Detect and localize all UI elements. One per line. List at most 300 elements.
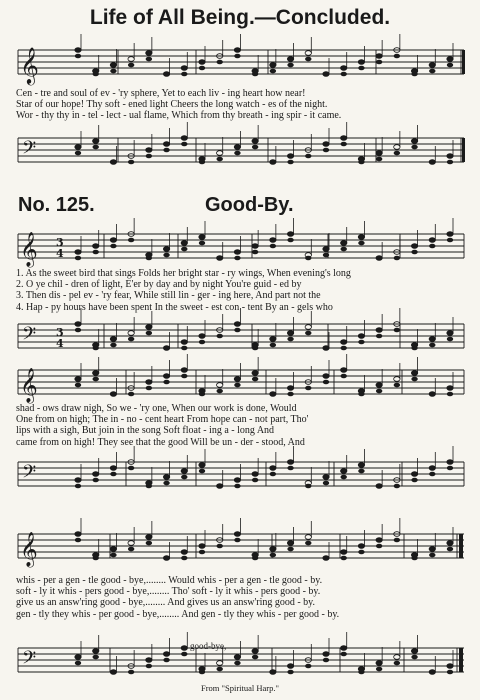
notehead [394,377,400,382]
notehead [341,652,347,657]
lyric-line: Cen - tre and soul of ev - 'ry sphere, Yet to each liv - ing heart how near! [16,88,306,99]
notehead [234,151,240,156]
notehead [323,142,329,147]
notehead [199,334,205,339]
notehead [128,466,134,471]
notehead [447,238,453,243]
notehead [323,652,329,657]
lyric-line: whis - per a gen - tle good - bye,........ Would whis - per a gen - tle good - by. [16,575,323,586]
notehead [341,469,347,474]
notehead [358,66,364,71]
notehead [305,484,311,489]
notehead [429,63,435,68]
notehead [305,57,311,62]
notehead [93,655,99,660]
lyric-line: soft - ly it whis - pers good - bye,........ Tho' soft - ly it whis - pers good - by. [16,586,321,598]
notehead [181,646,187,651]
page-title: Life of All Being.—Concluded. [89,6,391,29]
notehead [234,328,240,333]
notehead [411,139,417,144]
notehead [217,157,223,162]
notehead [447,664,453,669]
notehead [181,340,187,345]
notehead [234,484,240,489]
notehead [411,250,417,255]
notehead [234,145,240,150]
notehead [234,250,240,255]
notehead [234,377,240,382]
notehead [75,538,81,543]
notehead [394,328,400,333]
notehead [341,142,347,147]
notehead [447,337,453,342]
notehead [128,392,134,397]
notehead [128,238,134,243]
notehead [287,466,293,471]
notehead [93,72,99,77]
notehead [163,380,169,385]
notehead [394,661,400,666]
notehead [376,54,382,59]
notehead [429,553,435,558]
notehead [234,383,240,388]
notehead [110,63,116,68]
notehead [429,238,435,243]
notehead [341,550,347,555]
notehead [234,322,240,327]
notehead [447,386,453,391]
notehead [270,63,276,68]
notehead [75,377,81,382]
notehead [199,60,205,65]
notehead [75,655,81,660]
notehead [252,139,258,144]
notehead [163,142,169,147]
notehead [163,475,169,480]
notehead [270,69,276,74]
notehead [358,241,364,246]
notehead [146,535,152,540]
svg-text:𝄞: 𝄞 [20,232,38,267]
notehead [234,48,240,53]
notehead [163,346,169,351]
notehead [110,160,116,165]
notehead [447,547,453,552]
lyric-line: 2. O ye chil - dren of light, E'er by day and by night You're guid - ed by [16,279,302,291]
notehead [146,658,152,663]
notehead [252,346,258,351]
notehead [252,145,258,150]
notehead [110,238,116,243]
notehead [358,340,364,345]
notehead [376,383,382,388]
lyric-line: Wor - thy thy in - tel - lect - ual flame, Which from thy breath - ing spir - it came. [16,110,342,122]
notehead [181,247,187,252]
notehead [447,57,453,62]
notehead [429,337,435,342]
notehead [323,556,329,561]
notehead [394,256,400,261]
notehead [75,383,81,388]
notehead [163,556,169,561]
notehead [93,371,99,376]
lyric-line: One from on high; The in - no - cent heart From hope can - not part, Tho' [16,414,309,426]
notehead [447,160,453,165]
notehead [429,69,435,74]
notehead [411,649,417,654]
notehead [270,472,276,477]
notehead [163,148,169,153]
svg-text:4: 4 [56,337,64,350]
notehead [305,664,311,669]
notehead [234,256,240,261]
notehead [270,670,276,675]
notehead [181,66,187,71]
notehead [429,670,435,675]
notehead [75,145,81,150]
notehead [181,556,187,561]
notehead [287,154,293,159]
notehead [146,154,152,159]
notehead [376,484,382,489]
notehead [287,460,293,465]
notehead [128,670,134,675]
notehead [305,51,311,56]
staff-treble-3 [0,526,480,576]
notehead [376,667,382,672]
notehead [128,160,134,165]
notehead [217,60,223,65]
notehead [341,646,347,651]
notehead [199,463,205,468]
notehead [199,235,205,240]
hymn-number: No. 125. [18,194,95,216]
notehead [394,484,400,489]
notehead [110,670,116,675]
notehead [93,139,99,144]
top-lyrics [16,88,464,122]
notehead [146,51,152,56]
notehead [110,553,116,558]
notehead [146,484,152,489]
notehead [323,481,329,486]
notehead [358,60,364,65]
notehead [217,661,223,666]
notehead [411,371,417,376]
lyric-line: shad - ows draw nigh, So we - 'ry one, When our work is done, Would [16,403,297,414]
notehead [287,541,293,546]
notehead [93,250,99,255]
notehead [270,553,276,558]
notehead [447,460,453,465]
notehead [146,331,152,336]
notehead [447,392,453,397]
staff-bass-top [0,124,480,174]
notehead [181,475,187,480]
notehead [146,386,152,391]
notehead [376,389,382,394]
notehead [93,478,99,483]
notehead [287,63,293,68]
notehead [287,386,293,391]
notehead [217,484,223,489]
notehead [358,469,364,474]
notehead [270,337,276,342]
notehead [305,331,311,336]
notehead [234,661,240,666]
notehead [323,253,329,258]
notehead [181,368,187,373]
notehead [323,475,329,480]
notehead [234,54,240,59]
notehead [199,66,205,71]
notehead [181,346,187,351]
notehead [110,244,116,249]
notehead [93,472,99,477]
notehead [252,244,258,249]
notehead [447,541,453,546]
notehead [394,538,400,543]
notehead [323,380,329,385]
notehead [199,340,205,345]
notehead [394,151,400,156]
notehead [93,377,99,382]
notehead [411,72,417,77]
notehead [411,478,417,483]
notehead [199,241,205,246]
notehead [287,238,293,243]
notehead [341,66,347,71]
notehead [358,463,364,468]
notehead [199,392,205,397]
lyric-line: 1. As the sweet bird that sings Folds her bright star - ry wings, When evening's long [16,268,351,279]
notehead [128,331,134,336]
notehead [163,247,169,252]
notehead [110,547,116,552]
notehead [341,136,347,141]
notehead [376,334,382,339]
notehead [252,655,258,660]
notehead [270,238,276,243]
staff-bass-1 [0,316,480,366]
notehead [341,247,347,252]
notehead [447,232,453,237]
svg-text:𝄢: 𝄢 [22,462,37,487]
svg-text:𝄞: 𝄞 [20,46,39,84]
notehead [110,69,116,74]
notehead [146,380,152,385]
notehead [128,63,134,68]
notehead [394,54,400,59]
notehead [181,241,187,246]
notehead [270,547,276,552]
notehead [252,72,258,77]
notehead [376,661,382,666]
notehead [75,151,81,156]
notehead [93,649,99,654]
notehead [93,244,99,249]
notehead [411,556,417,561]
notehead [128,337,134,342]
notehead [146,256,152,261]
notehead [163,658,169,663]
svg-text:𝄢: 𝄢 [22,648,37,673]
notehead [163,652,169,657]
notehead [234,655,240,660]
notehead [323,72,329,77]
notehead [358,392,364,397]
notehead [75,48,81,53]
notehead [199,544,205,549]
svg-text:3: 3 [56,326,64,339]
notehead [429,343,435,348]
notehead [270,466,276,471]
notehead [75,54,81,59]
notehead [75,322,81,327]
notehead [411,377,417,382]
notehead [146,148,152,153]
notehead [199,469,205,474]
notehead [75,256,81,261]
notehead [287,160,293,165]
notehead [358,334,364,339]
notehead [163,374,169,379]
svg-text:𝄞: 𝄞 [20,532,38,567]
notehead [110,466,116,471]
notehead [411,244,417,249]
source-attribution: From "Spiritual Harp." [200,683,279,693]
notehead [358,544,364,549]
notehead [163,72,169,77]
notehead [429,244,435,249]
lyric-line: 3. Then dis - pel ev - 'ry fear, While still lin - ger - ing here, And part not the [16,290,321,302]
notehead [305,325,311,330]
notehead [75,328,81,333]
lyric-line: lips with a sigh, But join in the song Soft float - ing a - long And [16,425,275,437]
notehead [447,331,453,336]
notehead [305,256,311,261]
notehead [252,478,258,483]
notehead [199,550,205,555]
notehead [376,60,382,65]
lyric-line: Star of our hope! Thy soft - ened light Cheers the long watch - es of the night. [16,99,328,111]
notehead [75,478,81,483]
notehead [411,145,417,150]
notehead [146,57,152,62]
svg-text:4: 4 [56,247,64,260]
notehead [411,346,417,351]
notehead [287,547,293,552]
notehead [217,256,223,261]
notehead [93,145,99,150]
notehead [146,325,152,330]
notehead [323,148,329,153]
notehead [323,346,329,351]
notehead [252,250,258,255]
notehead [376,157,382,162]
notehead [128,57,134,62]
notehead [181,136,187,141]
hymn-title: Good-By. [205,194,294,216]
notehead [270,343,276,348]
notehead [429,392,435,397]
lyric-line: 4. Hap - py hours have been spent In the sweet - est con - tent By an - gels who [16,301,333,313]
notehead [110,392,116,397]
notehead [181,142,187,147]
notehead [163,253,169,258]
verse-lyrics-3 [16,575,464,620]
notehead [217,667,223,672]
notehead [358,235,364,240]
notehead [110,472,116,477]
notehead [270,244,276,249]
notehead [376,538,382,543]
notehead [75,661,81,666]
lyric-line: came from on high! They see that the good Will be un - der - stood, And [16,436,305,448]
notehead [376,151,382,156]
notehead [287,392,293,397]
notehead [323,247,329,252]
svg-text:𝄞: 𝄞 [20,368,38,403]
notehead [181,374,187,379]
notehead [287,232,293,237]
notehead [252,649,258,654]
notehead [376,544,382,549]
notehead [234,478,240,483]
notehead [447,466,453,471]
notehead [270,160,276,165]
notehead [146,664,152,669]
notehead [75,532,81,537]
notehead [217,334,223,339]
notehead [93,346,99,351]
notehead [447,154,453,159]
notehead [358,670,364,675]
notehead [217,544,223,549]
notehead [287,664,293,669]
notehead [217,383,223,388]
notehead [429,547,435,552]
notehead [234,538,240,543]
notehead [146,541,152,546]
notehead [252,377,258,382]
verse-lyrics-1 [16,268,464,313]
notehead [93,556,99,561]
lyric-line: gen - tly they whis - per good - bye,........ And gen - tly they whis - per good - by. [16,608,340,620]
notehead [341,346,347,351]
notehead [358,550,364,555]
notehead [341,241,347,246]
notehead [341,475,347,480]
notehead [287,57,293,62]
notehead [181,72,187,77]
notehead [110,337,116,342]
extra-lyric: good-bye, [190,641,227,651]
notehead [217,151,223,156]
notehead [341,340,347,345]
notehead [163,481,169,486]
notehead [128,541,134,546]
notehead [341,368,347,373]
notehead [394,145,400,150]
notehead [447,63,453,68]
svg-text:𝄢: 𝄢 [22,324,37,349]
notehead [181,469,187,474]
notehead [323,658,329,663]
notehead [429,466,435,471]
notehead [376,256,382,261]
notehead [411,655,417,660]
